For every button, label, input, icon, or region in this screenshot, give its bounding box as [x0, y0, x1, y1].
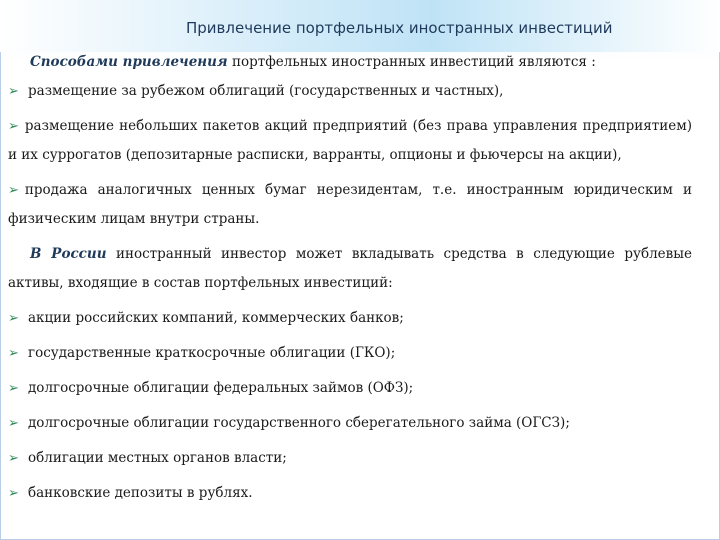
asset-item-1: [8, 304, 692, 333]
russia-emphasis: В России: [30, 246, 107, 262]
arrow-bullet-icon: ➢: [8, 84, 19, 99]
method-item-3: [8, 176, 692, 234]
method-text-1: размещение за рубежом облигаций (государственных и частных),: [28, 83, 504, 99]
russia-paragraph: [8, 240, 692, 298]
method-text-2: размещение небольших пакетов акций предприятий (без права управления предприятием) и их суррогатов (депозитарные расписки, варранты, опционы и фьючерсы на акции),: [8, 118, 692, 163]
arrow-bullet-icon: ➢: [8, 183, 19, 198]
method-item-1: [8, 77, 692, 106]
arrow-bullet-icon: ➢: [8, 311, 19, 326]
method-text-3: продажа аналогичных ценных бумаг нерезидентам, т.е. иностранным юридическим и физическим лицам внутри страны.: [8, 182, 692, 227]
asset-text-5: облигации местных органов власти;: [28, 450, 287, 466]
intro-text: портфельных иностранных инвестиций являются :: [227, 54, 596, 70]
arrow-bullet-icon: ➢: [8, 381, 19, 396]
asset-text-2: государственные краткосрочные облигации (ГКО);: [28, 345, 396, 361]
asset-item-2: [8, 339, 692, 368]
arrow-bullet-icon: ➢: [8, 416, 19, 431]
asset-text-6: банковские депозиты в рублях.: [28, 485, 253, 501]
method-item-2: [8, 112, 692, 170]
asset-text-4: долгосрочные облигации государственного сберегательного займа (ОГСЗ);: [28, 415, 570, 431]
asset-item-5: [8, 444, 692, 473]
asset-item-6: [8, 479, 692, 508]
arrow-bullet-icon: ➢: [8, 451, 19, 466]
slide-title: Привлечение портфельных иностранных инвестиций: [186, 19, 613, 37]
intro-paragraph: [8, 48, 692, 77]
asset-text-1: акции российских компаний, коммерческих банков;: [28, 310, 404, 326]
asset-item-4: [8, 409, 692, 438]
russia-text: иностранный инвестор может вкладывать средства в следующие рублевые активы, входящие в состав портфельных инвестиций:: [8, 246, 692, 291]
slide-body: [8, 48, 692, 508]
arrow-bullet-icon: ➢: [8, 346, 19, 361]
asset-text-3: долгосрочные облигации федеральных займов (ОФЗ);: [28, 380, 414, 396]
arrow-bullet-icon: ➢: [8, 486, 19, 501]
asset-item-3: [8, 374, 692, 403]
arrow-bullet-icon: ➢: [8, 119, 19, 134]
intro-emphasis: Способами привлечения: [30, 54, 228, 70]
